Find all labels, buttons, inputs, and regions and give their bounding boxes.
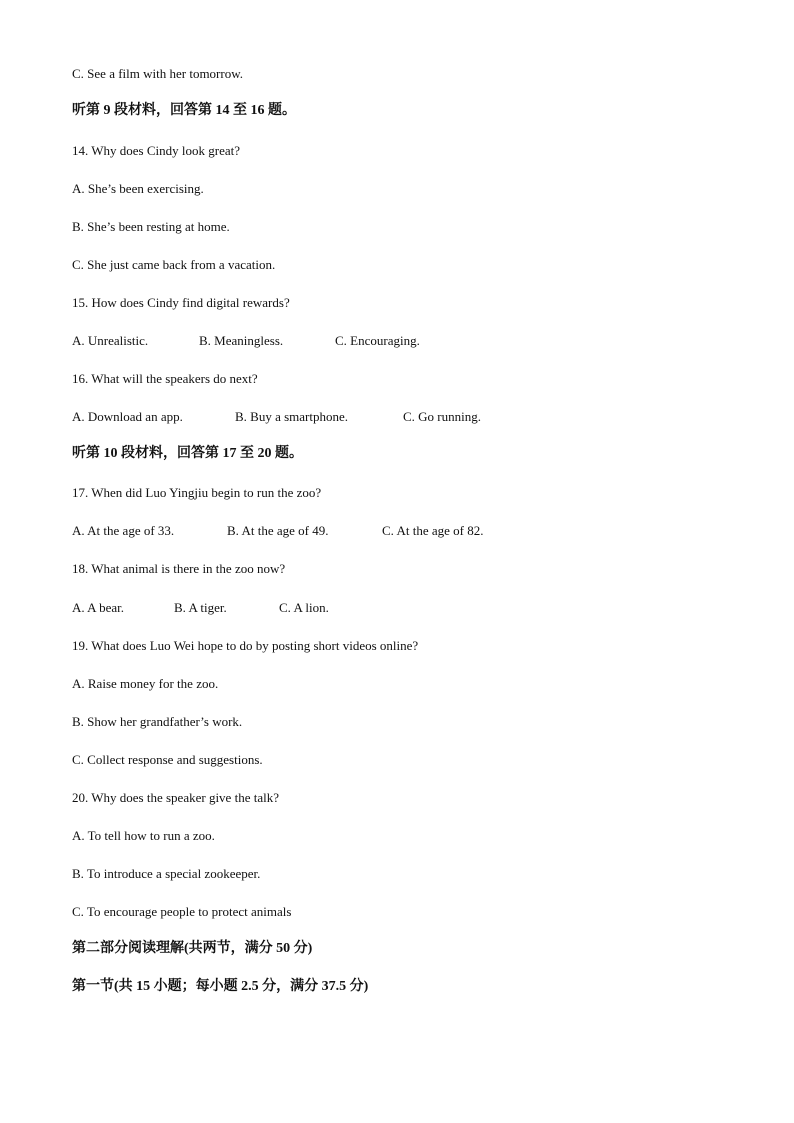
answer-option-line: C. See a film with her tomorrow.: [72, 66, 244, 81]
question-text: 17. When did Luo Yingjiu begin to run the zoo?: [72, 485, 322, 500]
question-text: 15. How does Cindy find digital rewards?: [72, 295, 290, 310]
answer-option-line: B. To introduce a special zookeeper.: [72, 866, 261, 881]
question-text: 14. Why does Cindy look great?: [72, 143, 241, 158]
question-text: 16. What will the speakers do next?: [72, 371, 258, 386]
answer-option-line: A. Raise money for the zoo.: [72, 676, 219, 691]
part-heading: 第二部分阅读理解(共两节，满分 50 分): [72, 941, 313, 956]
option-b: B. A tiger.: [174, 600, 227, 615]
answer-option-line: C. She just came back from a vacation.: [72, 257, 276, 272]
option-a: A. Unrealistic.: [72, 333, 149, 348]
option-b: B. Meaningless.: [199, 333, 284, 348]
question-text: 19. What does Luo Wei hope to do by posting short videos online?: [72, 638, 419, 653]
question-text: 20. Why does the speaker give the talk?: [72, 790, 279, 805]
option-a: A. At the age of 33.: [72, 523, 175, 538]
answer-option-line: C. To encourage people to protect animals: [72, 904, 292, 919]
options-row: [72, 600, 329, 616]
answer-option-line: B. She’s been resting at home.: [72, 219, 230, 234]
options-row: [72, 409, 481, 425]
option-c: C. Encouraging.: [335, 333, 420, 348]
options-row: [72, 523, 483, 539]
option-a: A. A bear.: [72, 600, 124, 615]
section-heading: 听第 10 段材料，回答第 17 至 20 题。: [72, 446, 303, 461]
question-text: 18. What animal is there in the zoo now?: [72, 561, 286, 576]
section-heading: 听第 9 段材料，回答第 14 至 16 题。: [72, 103, 296, 118]
answer-option-line: B. Show her grandfather’s work.: [72, 714, 243, 729]
option-c: C. Go running.: [403, 409, 481, 424]
option-c: C. A lion.: [279, 600, 329, 615]
section-heading: 第一节(共 15 小题；每小题 2.5 分，满分 37.5 分): [72, 979, 369, 994]
answer-option-line: C. Collect response and suggestions.: [72, 752, 263, 767]
answer-option-line: A. To tell how to run a zoo.: [72, 828, 215, 843]
option-c: C. At the age of 82.: [382, 523, 484, 538]
option-b: B. Buy a smartphone.: [235, 409, 349, 424]
option-a: A. Download an app.: [72, 409, 183, 424]
option-b: B. At the age of 49.: [227, 523, 329, 538]
answer-option-line: A. She’s been exercising.: [72, 181, 204, 196]
options-row: [72, 333, 420, 349]
